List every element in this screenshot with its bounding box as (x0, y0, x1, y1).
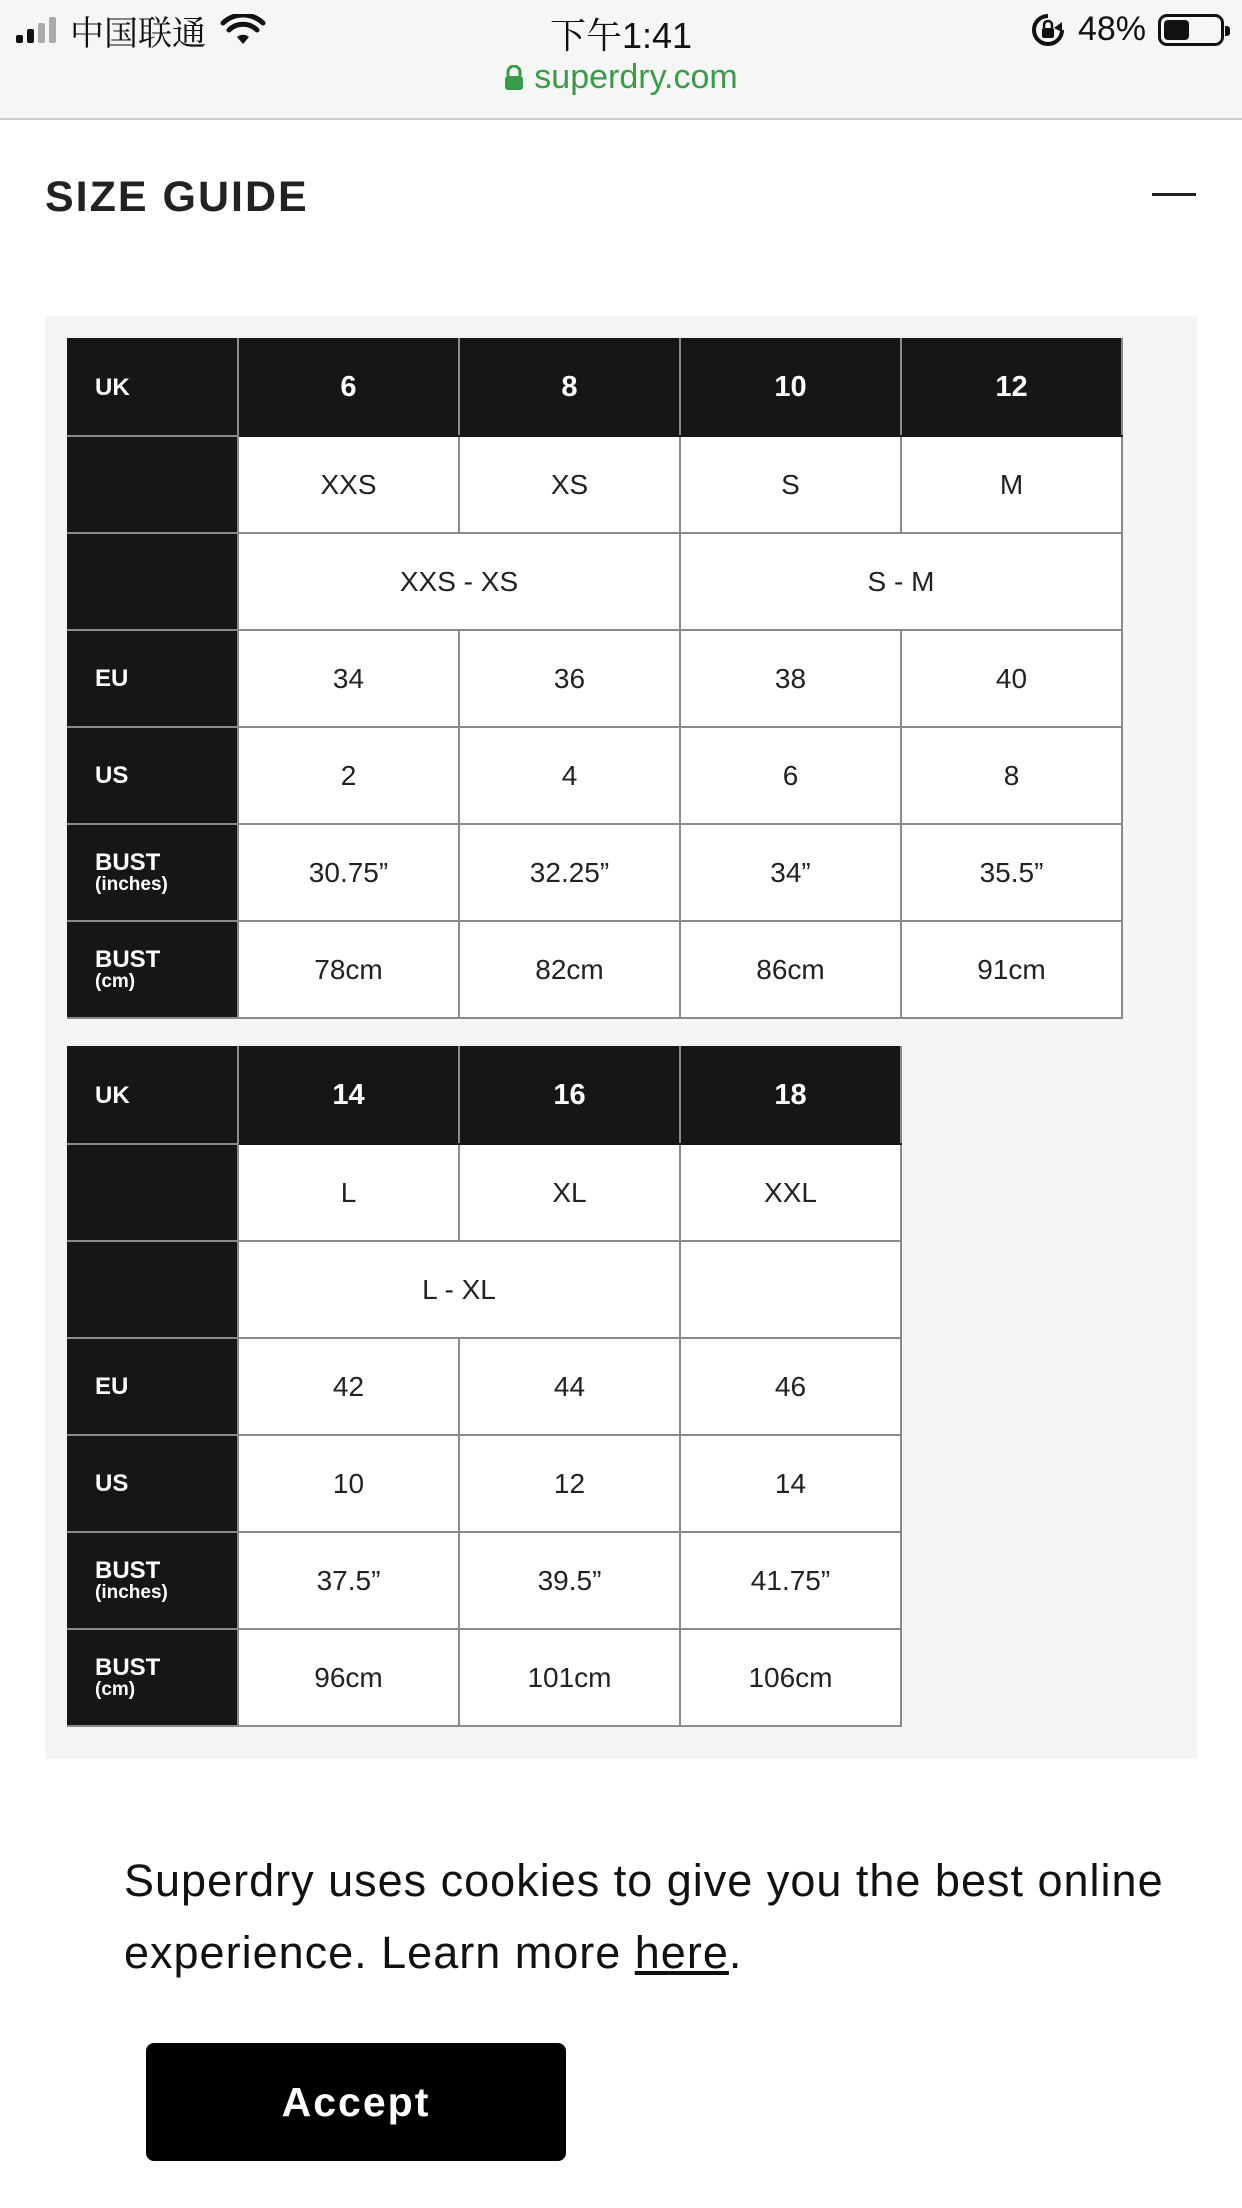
eu-size-cell: 42 (238, 1338, 459, 1435)
us-size-cell: 2 (238, 727, 459, 824)
size-range-cell: L - XL (238, 1241, 680, 1338)
cm-label-text: (cm) (95, 1679, 136, 1701)
bust-cm-cell: 96cm (238, 1629, 459, 1726)
empty-label-cell (68, 436, 238, 533)
bust-cm-label (68, 1629, 238, 1726)
empty-label-cell (68, 533, 238, 630)
bust-cm-cell: 106cm (680, 1629, 901, 1726)
eu-size-cell: 44 (459, 1338, 680, 1435)
bust-label-text: BUST (95, 1556, 161, 1584)
status-right (1030, 10, 1224, 49)
bust-label-text: BUST (95, 945, 161, 973)
battery-icon (1158, 14, 1224, 46)
minus-icon (1152, 193, 1196, 196)
us-size-cell: 12 (459, 1435, 680, 1532)
us-size-cell: 6 (680, 727, 901, 824)
us-row (68, 1435, 901, 1532)
eu-size-cell: 46 (680, 1338, 901, 1435)
eu-size-cell: 34 (238, 630, 459, 727)
eu-label: EU (68, 1338, 238, 1435)
bust-inches-row (68, 824, 1122, 921)
battery-percent: 48% (1077, 10, 1146, 48)
cookie-text: Superdry uses cookies to give you the best online experience. Learn more (124, 1855, 1164, 1978)
us-size-cell: 14 (680, 1435, 901, 1532)
bust-inches-label (68, 1532, 238, 1629)
uk-size-cell: 8 (459, 339, 680, 436)
letter-size-cell: XXL (680, 1144, 901, 1241)
carrier-name: 中国联通 (70, 14, 206, 53)
bust-inches-cell: 30.75” (238, 824, 459, 921)
bust-cm-row (68, 921, 1122, 1018)
collapse-button[interactable] (1150, 160, 1198, 208)
bust-inches-label (68, 824, 238, 921)
size-range-cell (680, 1241, 901, 1338)
uk-row (68, 1047, 901, 1144)
uk-size-cell: 18 (680, 1047, 901, 1144)
eu-row (68, 1338, 901, 1435)
eu-row (68, 630, 1122, 727)
letter-size-cell: L (238, 1144, 459, 1241)
us-label: US (68, 1435, 238, 1532)
inches-label-text: (inches) (95, 1582, 168, 1604)
letter-size-cell: XXS (238, 436, 459, 533)
size-range-cell: XXS - XS (238, 533, 680, 630)
eu-size-cell: 36 (459, 630, 680, 727)
uk-row (68, 339, 1122, 436)
size-table-1 (67, 338, 1123, 1019)
learn-more-link[interactable]: here (634, 1927, 729, 1978)
us-size-cell: 10 (238, 1435, 459, 1532)
size-range-row (68, 533, 1122, 630)
letter-size-cell: S (680, 436, 901, 533)
size-range-cell: S - M (680, 533, 1122, 630)
eu-size-cell: 40 (901, 630, 1122, 727)
us-size-cell: 8 (901, 727, 1122, 824)
inches-label-text: (inches) (95, 874, 168, 896)
uk-size-cell: 6 (238, 339, 459, 436)
accept-button[interactable]: Accept (146, 2043, 566, 2161)
uk-size-cell: 16 (459, 1047, 680, 1144)
padlock-icon (504, 65, 524, 91)
letter-size-cell: XS (459, 436, 680, 533)
bust-inches-cell: 34” (680, 824, 901, 921)
bust-cm-cell: 86cm (680, 921, 901, 1018)
bust-inches-cell: 41.75” (680, 1532, 901, 1629)
bust-inches-row (68, 1532, 901, 1629)
size-range-row (68, 1241, 901, 1338)
eu-size-cell: 38 (680, 630, 901, 727)
bust-inches-cell: 39.5” (459, 1532, 680, 1629)
empty-label-cell (68, 1144, 238, 1241)
uk-label: UK (68, 1047, 238, 1144)
size-guide-title: SIZE GUIDE (45, 173, 309, 221)
letter-size-cell: M (901, 436, 1122, 533)
bust-label-text: BUST (95, 848, 161, 876)
uk-size-cell: 14 (238, 1047, 459, 1144)
cookie-message (124, 1845, 1164, 1989)
letter-size-row (68, 436, 1122, 533)
size-table-2 (67, 1046, 902, 1727)
status-bar (0, 0, 1242, 120)
bust-cm-row (68, 1629, 901, 1726)
bust-cm-label (68, 921, 238, 1018)
eu-label: EU (68, 630, 238, 727)
url-bar[interactable] (0, 58, 1242, 97)
uk-size-cell: 12 (901, 339, 1122, 436)
bust-inches-cell: 32.25” (459, 824, 680, 921)
bust-cm-cell: 78cm (238, 921, 459, 1018)
bust-inches-cell: 37.5” (238, 1532, 459, 1629)
bust-cm-cell: 82cm (459, 921, 680, 1018)
bust-label-text: BUST (95, 1653, 161, 1681)
uk-size-cell: 10 (680, 339, 901, 436)
us-label: US (68, 727, 238, 824)
uk-label: UK (68, 339, 238, 436)
letter-size-cell: XL (459, 1144, 680, 1241)
us-size-cell: 4 (459, 727, 680, 824)
cm-label-text: (cm) (95, 971, 136, 993)
size-chart-panel (45, 316, 1197, 1759)
bust-cm-cell: 101cm (459, 1629, 680, 1726)
rotation-lock-icon (1030, 12, 1066, 48)
clock: 下午1:41 (549, 15, 693, 56)
empty-label-cell (68, 1241, 238, 1338)
cookie-period: . (728, 1927, 743, 1978)
us-row (68, 727, 1122, 824)
bust-cm-cell: 91cm (901, 921, 1122, 1018)
letter-size-row (68, 1144, 901, 1241)
bust-inches-cell: 35.5” (901, 824, 1122, 921)
url-text: superdry.com (534, 58, 738, 96)
